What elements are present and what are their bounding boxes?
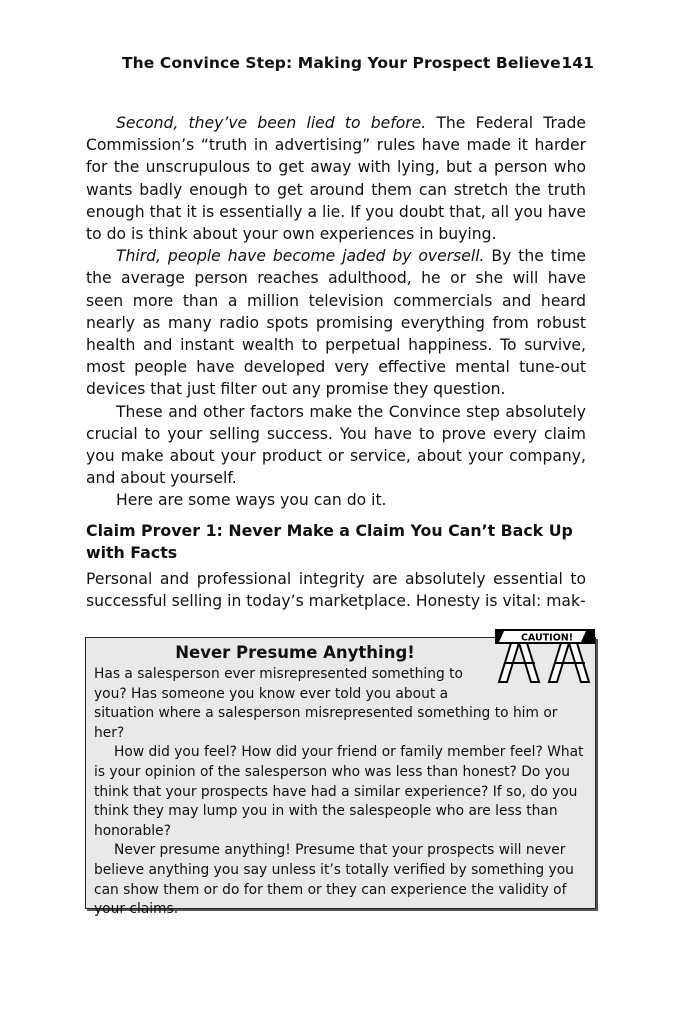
paragraph: These and other factors make the Convince step absolutely crucial to your selling success. You have to prove every claim you make about your product or service, about your company, and about yourself. <box>86 402 586 488</box>
running-header <box>122 54 594 72</box>
paragraph-text: The Federal Trade Commission’s “truth in advertising” rules have made it harder for the unscrupulous to get away with lying, but a person who wants badly enough to get around them can stretch the truth enough that it is essentially a lie. If you doubt that, all you have to do is think about your own experiences in buying. <box>86 114 586 244</box>
caution-sidebar <box>85 632 596 918</box>
sidebar-paragraph: Has a salesperson ever misrepresented something to you? Has someone you know ever told you about a situation where a salesperson misrepresented something to him or her? <box>94 666 558 741</box>
section-heading: Claim Prover 1: Never Make a Claim You Can’t Back Up with Facts <box>86 520 573 562</box>
paragraph: Here are some ways you can do it. <box>116 491 387 510</box>
sidebar-paragraph: How did you feel? How did your friend or family member feel? What is your opinion of the salesperson who was less than honest? Do you think that your prospects have had a similar experience? If so, do you think they may lump you in with the salespeople who are less than honorable? <box>94 744 584 839</box>
paragraph <box>86 245 586 400</box>
header-title: The Convince Step: Making Your Prospect Believe <box>122 54 561 72</box>
paragraph <box>86 112 586 245</box>
paragraph-text: By the time the average person reaches adulthood, he or she will have seen more than a million television commercials and heard nearly as many radio spots promising everything from robust health and instant wealth to perpetual happiness. To survive, most people have developed very effective mental tune-out devices that just filter out any promise they question. <box>86 247 586 399</box>
paragraph: Personal and professional integrity are absolutely essential to successful selling in today’s marketplace. Honesty is vital: mak- <box>86 569 586 610</box>
italic-lead: Second, they’ve been lied to before. <box>116 114 427 132</box>
sidebar-text <box>94 665 586 920</box>
italic-lead: Third, people have become jaded by oversell. <box>116 247 485 266</box>
page-number: 141 <box>561 54 594 72</box>
sidebar-title: Never Presume Anything! <box>175 643 415 662</box>
caution-label: CAUTION! <box>520 632 574 644</box>
body-text <box>86 112 586 612</box>
sidebar-paragraph: Never presume anything! Presume that your prospects will never believe anything you say unless it’s totally verified by something you can show them or do for them or they can experience the validity of your claims. <box>94 842 574 918</box>
icon-spacer <box>484 665 586 701</box>
